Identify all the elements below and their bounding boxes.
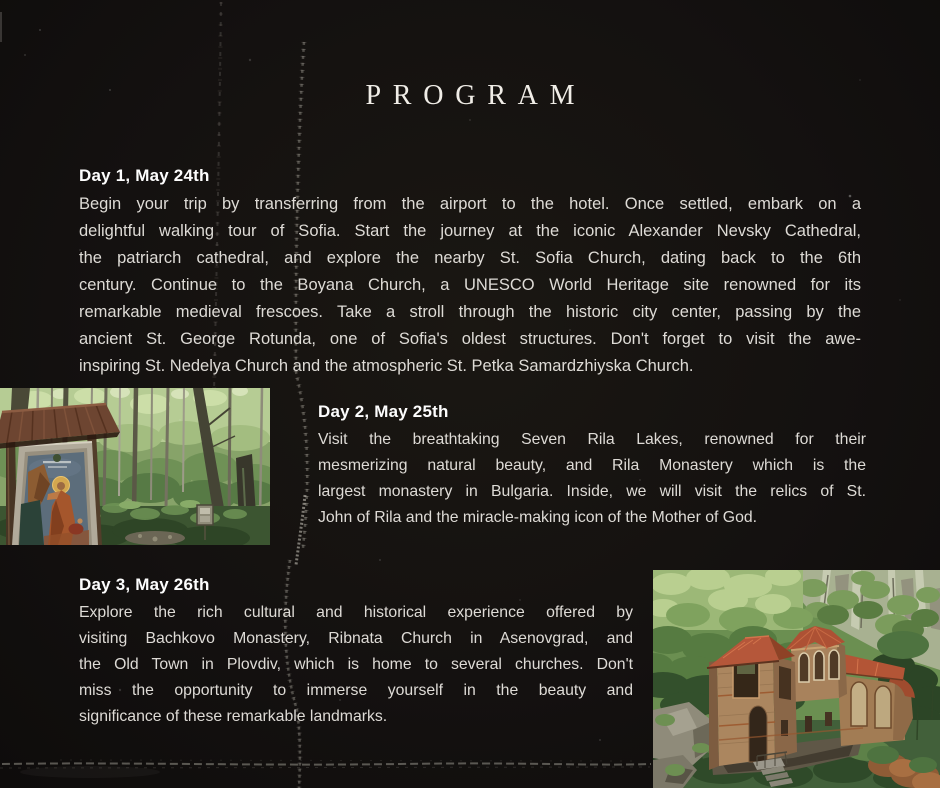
day-1-heading: Day 1, May 24th: [79, 166, 210, 185]
day-2-text: Visit the breathtaking Seven Rila Lakes, renowned for their mesmerizing natural beauty, and Rila Monastery which is the largest monastery in Bulgaria. Inside, we will visit the relics of St. John of Rila and the miracle-making icon of the Mother of God.: [318, 431, 866, 526]
hilltop-fortress-church-photo: [653, 570, 940, 788]
forest-photo-illustration: [0, 388, 270, 545]
day-1-text: Begin your trip by transferring from the airport to the hotel. Once settled, embark on a delightful walking tour of Sofia. Start the journey at the iconic Alexander Nevsky Cathedral, the patriarch cathedral, and explore the nearby St. Sofia Church, dating back to the 6th century. Continue to the Boyana Church, a UNESCO World Heritage site renowned for its remarkable medieval frescoes. Take a stroll through the historic city center, passing by the ancient St. George Rotunda, one of Sofia's oldest structures. Don't forget to visit the awe- inspiring St. Nedelya Church and the atmospheric St. Petka Samardzhiyska Church.: [79, 195, 861, 375]
day-2-section: [318, 401, 866, 531]
day-2-heading: Day 2, May 25th: [318, 402, 449, 421]
page-title: PROGRAM: [365, 80, 587, 111]
day-3-heading: Day 3, May 26th: [79, 575, 210, 594]
forest-icon-shrine-photo: [0, 388, 270, 545]
fortress-photo-illustration: [653, 570, 940, 788]
day-3-text: Explore the rich cultural and historical experience offered by visiting Bachkovo Monastery, Ribnata Church in Asenovgrad, and the Old Town in Plovdiv, which is home to several churches. Don't miss the opportunity to immerse yourself in the beauty and significance of these remarkable landmarks.: [79, 604, 633, 725]
day-1-section: [79, 165, 861, 380]
day-3-section: [79, 574, 633, 730]
